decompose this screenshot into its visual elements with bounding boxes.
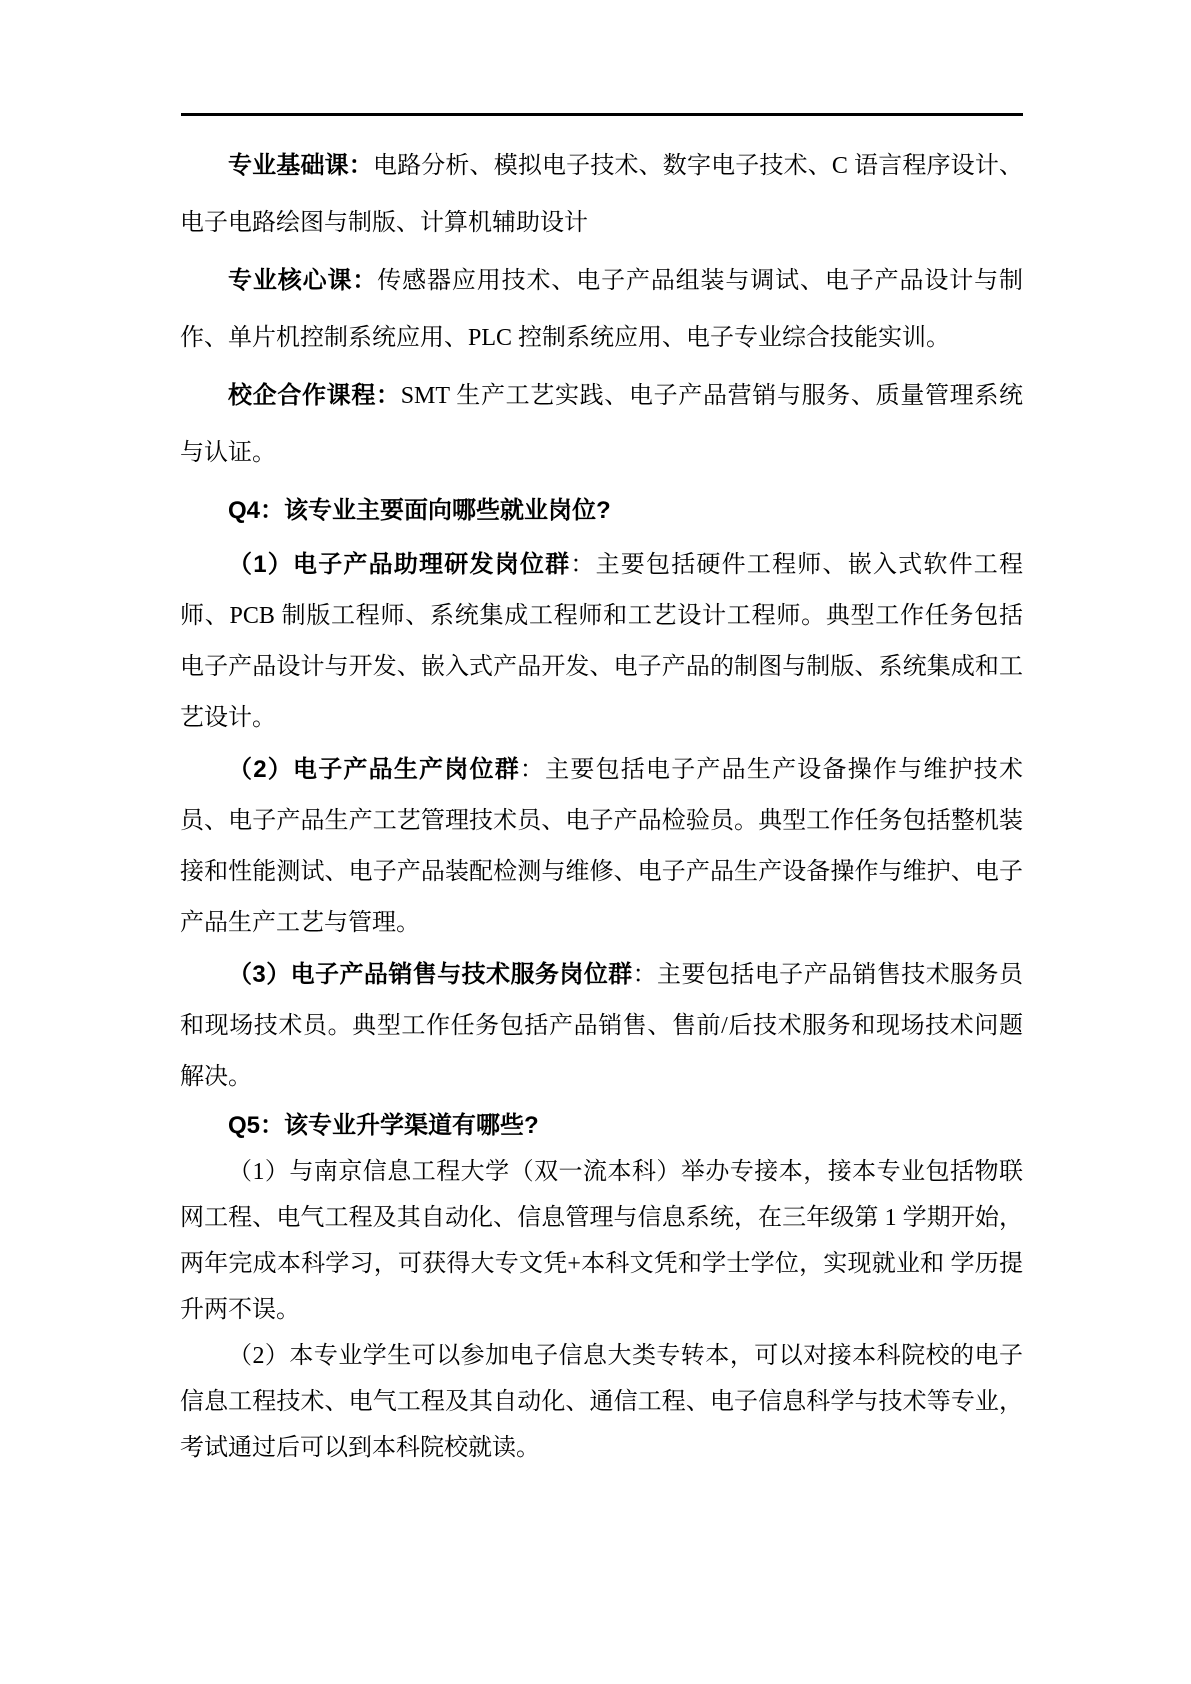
text-job-group-3: ：主要包括电子产品销售技术服务员和现场技术员。典型工作任务包括产品销售、售前/后技术服务和现场技术问题解决。 — [180, 962, 1023, 1090]
text-job-group-2: ：主要包括电子产品生产设备操作与维护技术员、电子产品生产工艺管理技术员、电子产品检验员。典型工作任务包括整机装接和性能测试、电子产品装配检测与维修、电子产品生产设备操作与维护、电子产品生产工艺与管理。 — [180, 757, 1023, 936]
header-rule — [181, 113, 1023, 116]
paragraph-job-group-2 — [180, 744, 1023, 949]
document-content — [180, 137, 1023, 1471]
heading-q5: Q5：该专业升学渠道有哪些? — [228, 1112, 539, 1139]
paragraph-job-group-3 — [180, 949, 1023, 1103]
heading-q4: Q4：该专业主要面向哪些就业岗位? — [228, 497, 611, 524]
text-core-courses: 传感器应用技术、电子产品组装与调试、电子产品设计与制作、单片机控制系统应用、PLC 控制系统应用、电子专业综合技能实训。 — [180, 268, 1024, 351]
text-foundation-courses: 电路分析、模拟电子技术、数字电子技术、C 语言程序设计、电子电路绘图与制版、计算机辅助设计 — [180, 153, 1023, 236]
paragraph-pathway-1: （1）与南京信息工程大学（双一流本科）举办专接本，接本专业包括物联网工程、电气工程及其自动化、信息管理与信息系统，在三年级第 1 学期开始，两年完成本科学习，可获得大专文凭+本科文凭和学士学位，实现就业和 学历提升两不误。 — [180, 1159, 1023, 1323]
label-cooperation-courses: 校企合作课程： — [228, 382, 401, 409]
paragraph-cooperation-courses — [180, 367, 1023, 482]
text-cooperation-courses: SMT 生产工艺实践、电子产品营销与服务、质量管理系统与认证。 — [180, 383, 1023, 466]
paragraph-core-courses — [180, 252, 1023, 367]
label-job-group-3: （3）电子产品销售与技术服务岗位群 — [228, 961, 633, 988]
paragraph-foundation-courses — [180, 137, 1023, 252]
text-job-group-1: ：主要包括硬件工程师、嵌入式软件工程师、PCB 制版工程师、系统集成工程师和工艺设计工程师。典型工作任务包括电子产品设计与开发、嵌入式产品开发、电子产品的制图与制版、系统集成和工艺设计。 — [180, 552, 1023, 731]
paragraph-pathway-2: （2）本专业学生可以参加电子信息大类专转本，可以对接本科院校的电子信息工程技术、电气工程及其自动化、通信工程、电子信息科学与技术等专业，考试通过后可以到本科院校就读。 — [180, 1343, 1023, 1461]
paragraph-job-group-1 — [180, 539, 1023, 744]
label-job-group-2: （2）电子产品生产岗位群 — [228, 756, 520, 783]
label-core-courses: 专业核心课： — [228, 267, 378, 294]
label-foundation-courses: 专业基础课： — [228, 152, 373, 179]
label-job-group-1: （1）电子产品助理研发岗位群 — [228, 551, 571, 578]
